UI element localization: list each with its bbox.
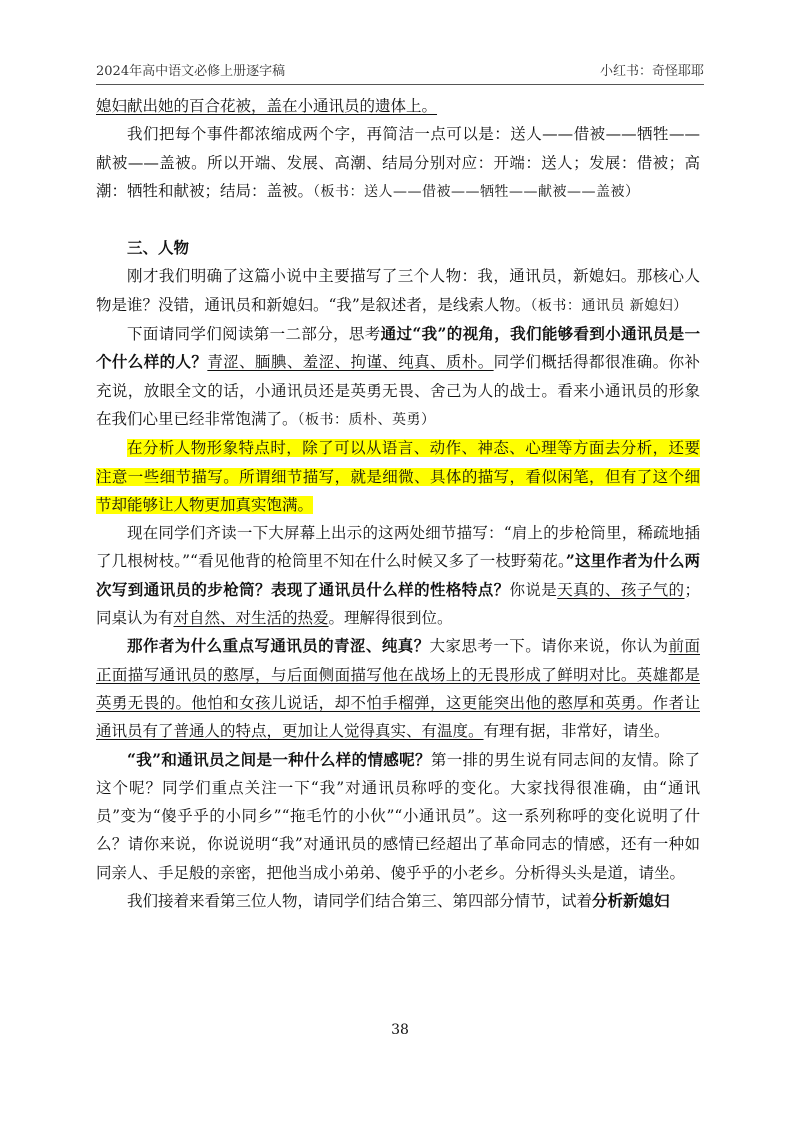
bold-question: ”这里作者为什么两次写到通讯员的步枪筒？表现了通讯员什么样的性格特点？ — [96, 551, 700, 599]
text-span: 。理解得很到位。 — [328, 609, 453, 628]
paragraph-8 — [96, 746, 700, 887]
underlined-answer: 青涩、腼腆、羞涩、拘谨、纯真、质朴。 — [207, 353, 494, 372]
text-span: 现在同学们齐读一下大屏幕上出示的这两处细节描写：“肩上的步枪筒里，稀疏地插了几根树枝。”“看见他背的枪筒里不知在什么时候又多了一枝野菊花。 — [96, 524, 700, 571]
underlined-answer: 对自然、对生活的热爱 — [173, 609, 329, 628]
bold-question: “我”和通讯员之间是一种什么样的情感呢？ — [127, 749, 431, 769]
text-span: 大家思考一下。请你来说，你认为 — [429, 637, 669, 656]
paragraph-4 — [96, 320, 700, 434]
underlined-answer: 天真的、孩子气的 — [557, 580, 685, 599]
paragraph-6 — [96, 519, 700, 632]
body-text — [96, 92, 700, 915]
section-heading: 三、人物 — [127, 238, 190, 258]
header-author: 小红书：奇怪耶耶 — [599, 64, 704, 79]
paragraph-2 — [96, 120, 700, 206]
highlighted-text: 在分析人物形象特点时，除了可以从语言、动作、神态、心理等方面去分析，还要注意一些细节描写。所谓细节描写，就是细微、具体的描写，看似闲笔，但有了这个细节却能够让人物更加真实饱满。 — [96, 439, 700, 514]
paragraph-5 — [96, 434, 700, 519]
text-span: ；同桌认为有 — [96, 580, 700, 628]
underlined-answer: 前面正面描写通讯员的憨厚，与后面侧面描写他在战场上的无畏形成了鲜明对比。英雄都是英勇无畏的。他怕和女孩儿说话，却不怕手榴弹，这更能突出他的憨厚和英勇。作者让通讯员有了普通人的特点，更加让人觉得真实、有温度。 — [96, 637, 700, 741]
text-span: 你说是 — [509, 580, 558, 599]
page-header — [96, 58, 704, 85]
bold-text: 分析新媳妇 — [592, 891, 670, 911]
text-span: 我们把每个事件都浓缩成两个字，再简洁一点可以是：送人——借被——牺牲——献被——盖被。所以开端、发展、高潮、结局分别对应：开端：送人；发展：借被；高潮：牺牲和献被；结局：盖被。 — [96, 125, 700, 200]
paragraph-9 — [96, 887, 700, 915]
paragraph-7 — [96, 632, 700, 745]
board-note: （板书：质朴、英勇） — [297, 411, 436, 428]
bold-question: 通过“我”的视角，我们能够看到小通讯员是一个什么样的人？ — [96, 324, 700, 372]
text-span: 刚才我们明确了这篇小说中主要描写了三个人物：我，通讯员，新媳妇。那核心人物是谁？没错，通讯员和新媳妇。“我”是叙述者，是线索人物。 — [96, 267, 700, 314]
paragraph-1 — [96, 92, 700, 120]
text-span: 第一排的男生说有同志间的友情。除了这个呢？同学们重点关注一下“我”对通讯员称呼的变化。大家找得很准确，由“通讯员”变为“傻乎乎的小同乡”“拖毛竹的小伙”“小通讯员”。这一系列称呼的变化说明了什么？请你来说，你说说明“我”对通讯员的感情已经超出了革命同志的情感，还有一种如同亲人、手足般的亲密，把他当成小弟弟、傻乎乎的小老乡。分析得头头是道，请坐。 — [96, 750, 700, 882]
page-number: 38 — [391, 1022, 409, 1038]
text-span: 有理有据，非常好，请坐。 — [483, 722, 670, 741]
bold-question: 那作者为什么重点写通讯员的青涩、纯真？ — [127, 636, 430, 656]
text-span: 下面请同学们阅读第一二部分，思考 — [127, 325, 381, 344]
text-span: 我们接着来看第三位人物，请同学们结合第三、第四部分情节，试着 — [127, 892, 593, 911]
board-note: （板书：送人——借被——牺牲——献被——盖被） — [313, 183, 640, 200]
board-note: （板书：通讯员 新媳妇） — [530, 297, 688, 314]
paragraph-3 — [96, 262, 700, 320]
underlined-text: 媳妇献出她的百合花被，盖在小通讯员的遗体上。 — [96, 97, 438, 115]
text-span: 同学们概括得都很准确。你补充说，放眼全文的话，小通讯员还是英勇无畏、舍己为人的战士。看来小通讯员的形象在我们心里已经非常饱满了。 — [96, 353, 700, 428]
header-title: 2024年高中语文必修上册逐字稿 — [96, 64, 286, 79]
